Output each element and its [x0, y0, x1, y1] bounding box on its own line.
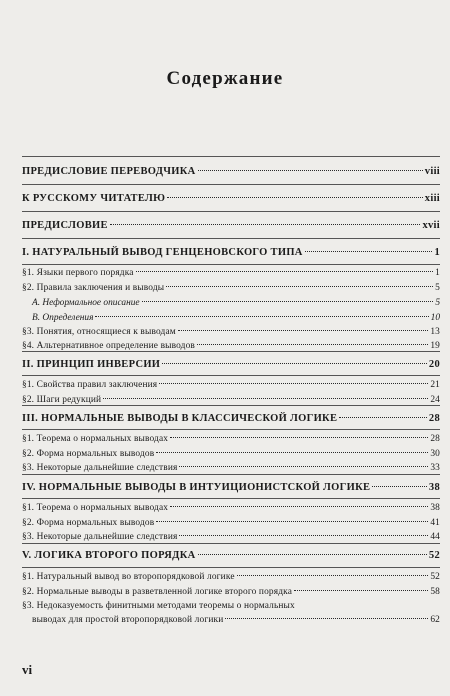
divider [22, 184, 440, 185]
toc-entry-page: 5 [435, 298, 440, 308]
toc-entry-label: К РУССКОМУ ЧИТАТЕЛЮ [22, 193, 166, 204]
toc-entry-label: B. Определения [32, 313, 94, 323]
leader-dots [167, 197, 423, 198]
toc-entry-page: 28 [430, 434, 440, 444]
divider [22, 474, 440, 475]
toc-entry-page: 58 [430, 587, 440, 597]
leader-dots [237, 575, 429, 576]
toc-entry-label: §3. Недоказуемость финитными методами теоремы о нормальных [22, 601, 295, 611]
toc-section[interactable] [22, 587, 440, 597]
toc-entry-label: V. ЛОГИКА ВТОРОГО ПОРЯДКА [22, 550, 196, 561]
toc-entry-preface[interactable] [22, 220, 440, 231]
page-title: Содержание [166, 68, 284, 89]
leader-dots [142, 301, 434, 302]
divider [22, 238, 440, 239]
toc-entry-page: 5 [435, 283, 440, 293]
toc-entry-page: 24 [430, 395, 440, 405]
toc-entry-page: 38 [430, 503, 440, 513]
divider [22, 351, 440, 352]
toc-entry-page: 62 [430, 615, 440, 625]
leader-dots [179, 466, 428, 467]
toc-entry-label: §2. Шаги редукций [22, 395, 102, 405]
toc-entry-label: §1. Теорема о нормальных выводах [22, 503, 169, 513]
toc-chapter-2[interactable] [22, 359, 440, 370]
table-of-contents [22, 0, 440, 696]
toc-entry-label: §2. Правила заключения и выводы [22, 283, 165, 293]
toc-section[interactable] [22, 268, 440, 278]
page-number: vi [22, 662, 33, 677]
toc-entry-page: xiii [424, 193, 440, 204]
leader-dots [305, 251, 433, 252]
toc-section-continuation[interactable] [22, 615, 440, 625]
toc-entry-label: IV. НОРМАЛЬНЫЕ ВЫВОДЫ В ИНТУИЦИОНИСТСКОЙ ЛОГИКЕ [22, 482, 371, 493]
leader-dots [136, 271, 434, 272]
toc-chapter-1[interactable] [22, 247, 440, 258]
leader-dots [162, 363, 427, 364]
toc-entry-page: 52 [428, 550, 440, 561]
toc-section[interactable] [22, 327, 440, 337]
toc-entry-page: 1 [435, 268, 440, 278]
toc-entry-page: 52 [430, 572, 440, 582]
toc-entry-label: §2. Форма нормальных выводов [22, 449, 155, 459]
toc-section[interactable] [22, 283, 440, 293]
toc-chapter-5[interactable] [22, 550, 440, 561]
leader-dots [166, 286, 433, 287]
toc-entry-label: §4. Альтернативное определение выводов [22, 341, 196, 351]
toc-entry-page: 38 [428, 482, 440, 493]
toc-entry-page: 41 [430, 518, 440, 528]
leader-dots [178, 330, 428, 331]
toc-entry-page: 10 [430, 313, 440, 323]
toc-section[interactable] [22, 503, 440, 513]
toc-entry-label: ПРЕДИСЛОВИЕ ПЕРЕВОДЧИКА [22, 166, 196, 177]
toc-entry-label: §1. Натуральный вывод во второпорядковой логике [22, 572, 235, 582]
toc-entry-label: ПРЕДИСЛОВИЕ [22, 220, 108, 231]
leader-dots [156, 521, 428, 522]
divider [22, 264, 440, 265]
toc-section[interactable] [22, 518, 440, 528]
toc-subsection[interactable] [32, 298, 440, 308]
leader-dots [95, 316, 428, 317]
leader-dots [198, 170, 423, 171]
toc-section[interactable] [22, 395, 440, 405]
divider [22, 156, 440, 157]
toc-entry-page: viii [424, 166, 440, 177]
leader-dots [294, 590, 428, 591]
toc-entry-page: 1 [434, 247, 440, 258]
toc-entry-label: §2. Форма нормальных выводов [22, 518, 155, 528]
toc-subsection[interactable] [32, 313, 440, 323]
divider [22, 567, 440, 568]
toc-section[interactable] [22, 572, 440, 582]
toc-entry-page: 33 [430, 463, 440, 473]
toc-entry-label: A. Неформальное описание [32, 298, 140, 308]
toc-entry-page: 13 [430, 327, 440, 337]
divider [22, 375, 440, 376]
leader-dots [198, 554, 427, 555]
toc-entry-label: I. НАТУРАЛЬНЫЙ ВЫВОД ГЕНЦЕНОВСКОГО ТИПА [22, 247, 303, 258]
toc-entry-russian-reader[interactable] [22, 193, 440, 204]
divider [22, 429, 440, 430]
toc-entry-label: §3. Некоторые дальнейшие следствия [22, 463, 178, 473]
toc-section[interactable] [22, 532, 440, 542]
toc-section[interactable] [22, 341, 440, 351]
toc-entry-label: §1. Языки первого порядка [22, 268, 134, 278]
leader-dots [159, 383, 428, 384]
leader-dots [225, 618, 428, 619]
leader-dots [103, 398, 428, 399]
toc-entry-label: II. ПРИНЦИП ИНВЕРСИИ [22, 359, 161, 370]
toc-entry-label: §1. Свойства правил заключения [22, 380, 158, 390]
divider [22, 498, 440, 499]
toc-entry-label: §3. Некоторые дальнейшие следствия [22, 532, 178, 542]
toc-entry-page: 21 [430, 380, 440, 390]
toc-section[interactable] [22, 449, 440, 459]
toc-entry-page: 28 [428, 413, 440, 424]
toc-chapter-4[interactable] [22, 482, 440, 493]
leader-dots [170, 506, 428, 507]
leader-dots [339, 417, 427, 418]
toc-entry-page: xvii [422, 220, 440, 231]
divider [22, 543, 440, 544]
toc-entry-translator-preface[interactable] [22, 166, 440, 177]
toc-entry-label: §2. Нормальные выводы в разветвленной логике второго порядка [22, 587, 293, 597]
leader-dots [110, 224, 421, 225]
leader-dots [197, 344, 428, 345]
leader-dots [156, 452, 428, 453]
toc-entry-label: §1. Теорема о нормальных выводах [22, 434, 169, 444]
toc-entry-page: 19 [430, 341, 440, 351]
toc-entry-label: III. НОРМАЛЬНЫЕ ВЫВОДЫ В КЛАССИЧЕСКОЙ ЛОГИКЕ [22, 413, 338, 424]
toc-section[interactable] [22, 380, 440, 390]
toc-section[interactable] [22, 463, 440, 473]
leader-dots [179, 535, 428, 536]
toc-chapter-3[interactable] [22, 413, 440, 424]
toc-entry-page: 30 [430, 449, 440, 459]
toc-entry-page: 44 [430, 532, 440, 542]
leader-dots [372, 486, 427, 487]
toc-entry-label: выводах для простой второпорядковой логики [32, 615, 224, 625]
divider [22, 211, 440, 212]
toc-entry-page: 20 [428, 359, 440, 370]
toc-entry-label: §3. Понятия, относящиеся к выводам [22, 327, 176, 337]
leader-dots [170, 437, 428, 438]
toc-section[interactable] [22, 434, 440, 444]
toc-section[interactable] [22, 601, 440, 611]
divider [22, 405, 440, 406]
